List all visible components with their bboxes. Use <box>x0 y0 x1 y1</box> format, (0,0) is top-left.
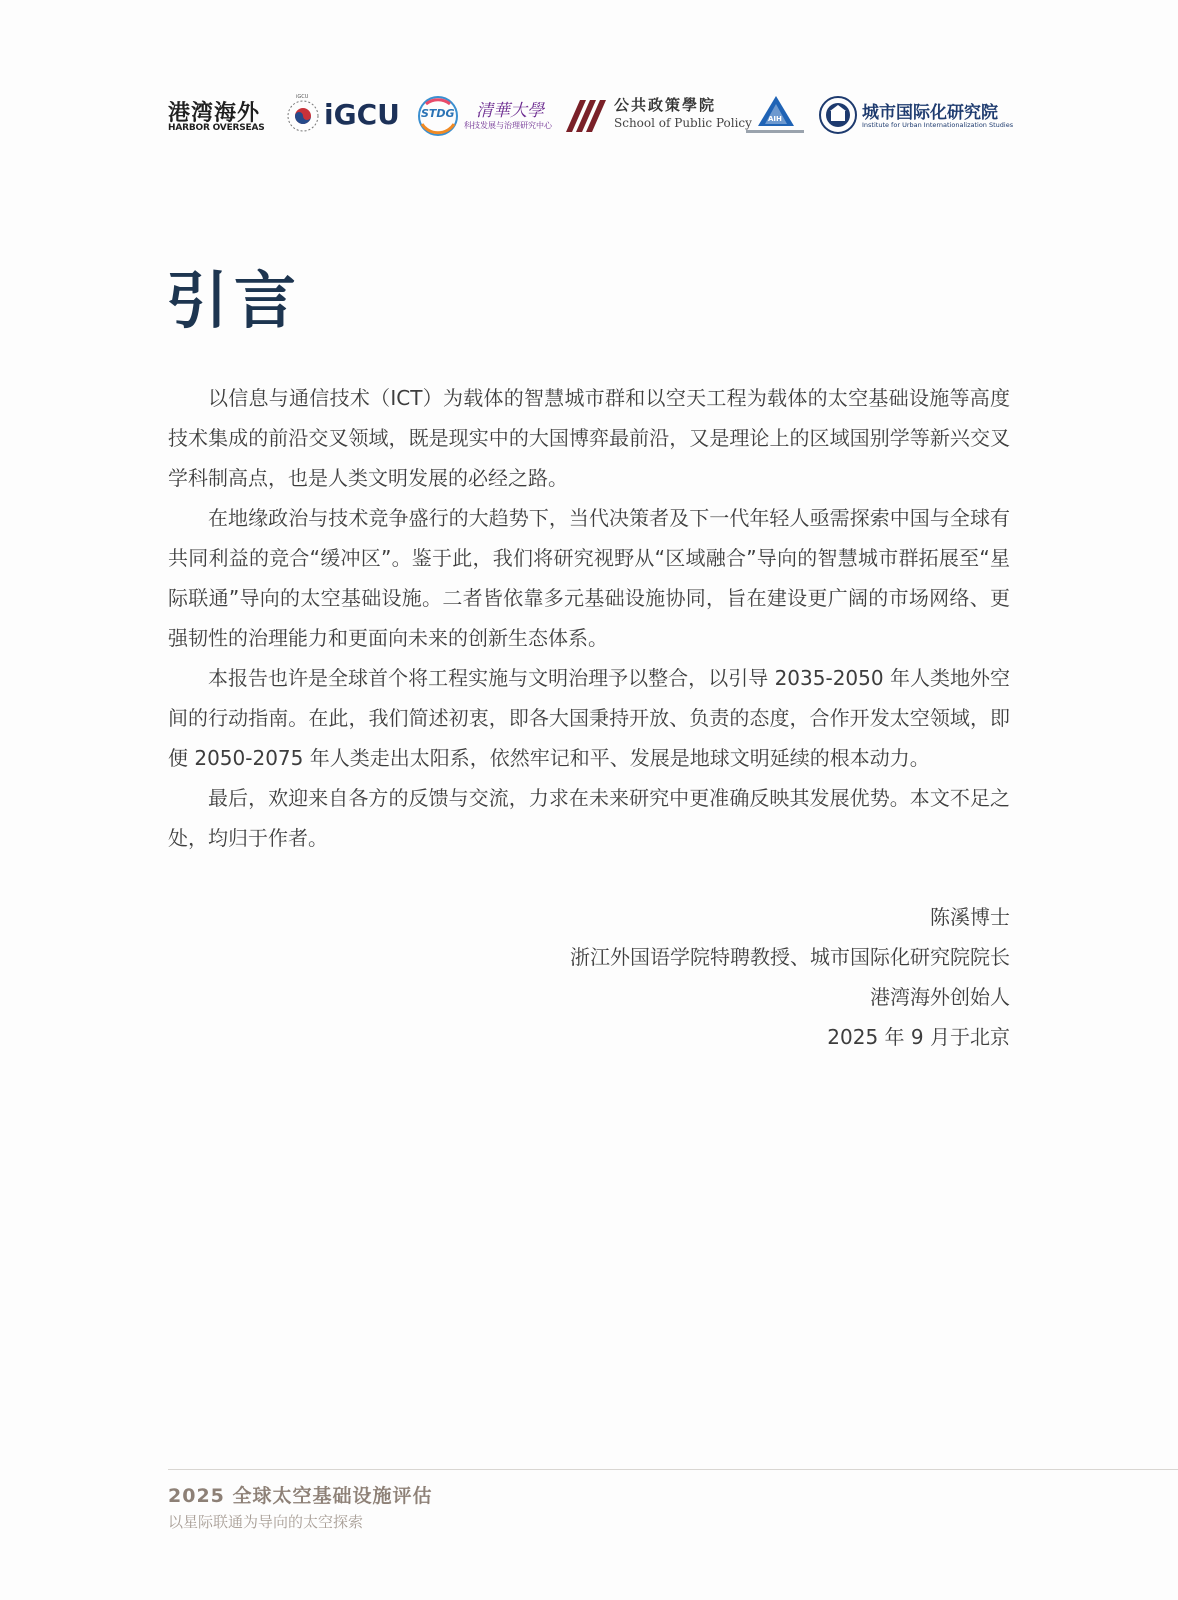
page-title: 引言 <box>166 264 303 337</box>
signature-date: 2025 年 9 月于北京 <box>827 1025 1010 1049</box>
author-role: 港湾海外创始人 <box>870 985 1010 1009</box>
aih-logo: AIH <box>746 92 806 140</box>
signature-block <box>570 897 1010 1057</box>
igcu-logo: iGCU iGCU <box>286 92 406 140</box>
footer-report-title: 2025 全球太空基础设施评估 <box>168 1485 433 1507</box>
footer-report-subtitle: 以星际联通为导向的太空探索 <box>168 1513 364 1531</box>
author-name: 陈溪博士 <box>930 905 1010 929</box>
stdg-tsinghua-logo: STDG 清華大學 科技发展与治理研究中心 <box>416 92 551 140</box>
paragraph: 以信息与通信技术（ICT）为载体的智慧城市群和以空天工程为载体的太空基础设施等高度技术集成的前沿交叉领域，既是现实中的大国博弈最前沿，又是理论上的区域国别学等新兴交叉学科制高点，也是人类文明发展的必经之路。 <box>168 386 1010 490</box>
urban-internationalization-institute-logo: 城市国际化研究院 Institute for Urban Internationalization Studies <box>818 92 993 140</box>
aih-caption-line <box>746 130 804 133</box>
institute-seal-icon <box>818 95 858 135</box>
footer-divider <box>168 1469 1178 1470</box>
paragraph: 在地缘政治与技术竞争盛行的大趋势下，当代决策者及下一代年轻人亟需探索中国与全球有共同利益的竞合“缓冲区”。鉴于此，我们将研究视野从“区域融合”导向的智慧城市群拓展至“星际联通”导向的太空基础设施。二者皆依靠多元基础设施协同，旨在建设更广阔的市场网络、更强韧性的治理能力和更面向未来的创新生态体系。 <box>168 506 1010 650</box>
introduction-body <box>168 378 1010 858</box>
school-of-public-policy-logo: 公共政策學院 School of Public Policy <box>564 92 734 140</box>
paragraph: 本报告也许是全球首个将工程实施与文明治理予以整合，以引导 2035-2050 年人类地外空间的行动指南。在此，我们简述初衷，即各大国秉持开放、负责的态度，合作开发太空领域，即便 2050-2075 年人类走出太阳系，依然牢记和平、发展是地球文明延续的根本动力。 <box>168 666 1010 770</box>
paragraph: 最后，欢迎来自各方的反馈与交流，力求在未来研究中更准确反映其发展优势。本文不足之处，均归于作者。 <box>168 786 1010 850</box>
author-position: 浙江外国语学院特聘教授、城市国际化研究院院长 <box>570 945 1010 969</box>
igcu-emblem-icon <box>286 96 322 136</box>
sppm-chevron-icon <box>564 98 608 134</box>
harbor-overseas-logo: 港湾海外 HARBOR OVERSEAS <box>168 101 265 133</box>
